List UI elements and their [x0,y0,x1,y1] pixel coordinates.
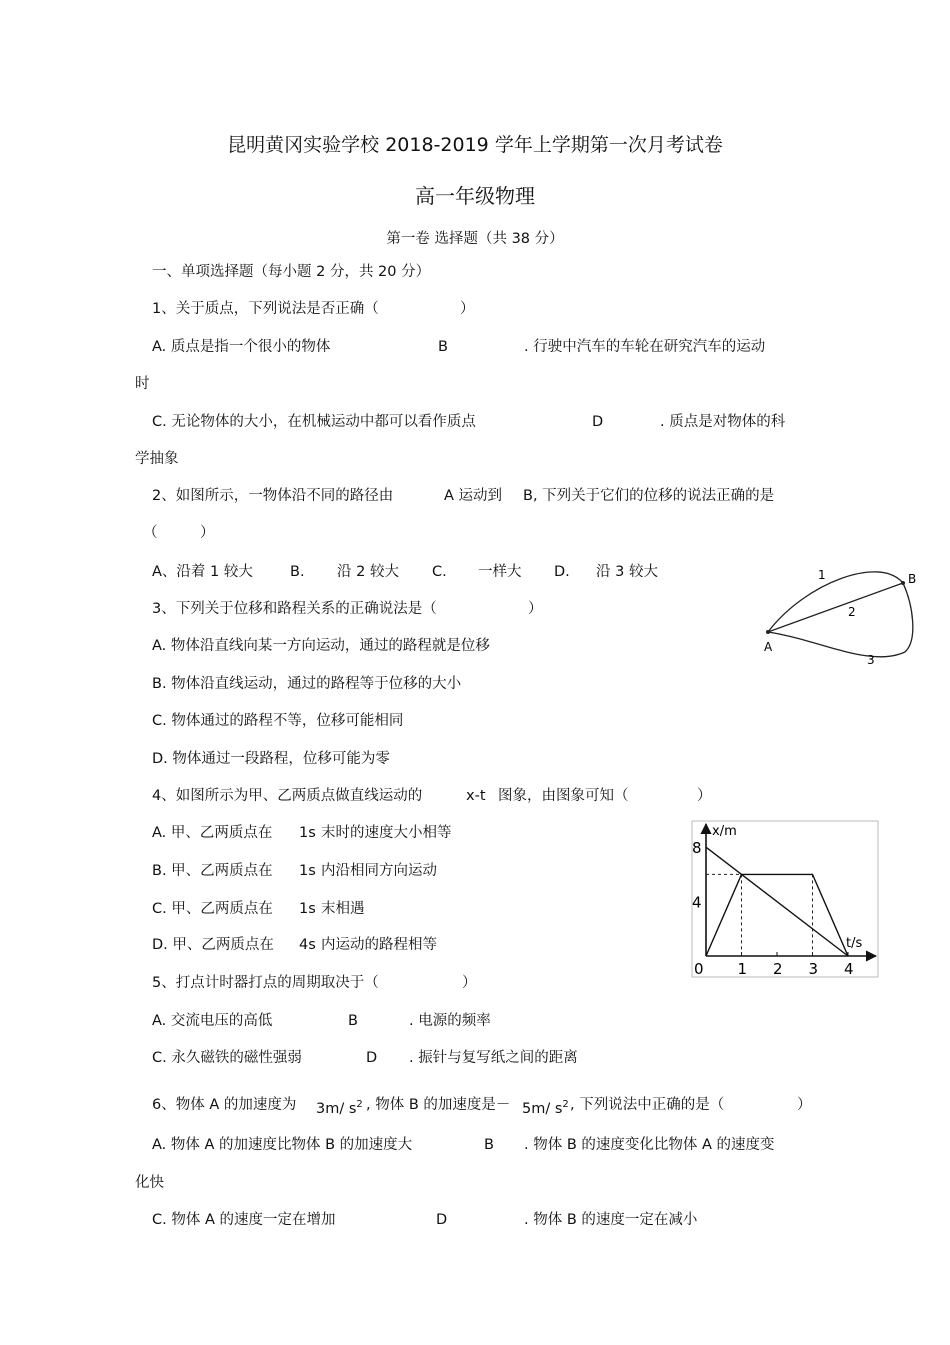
q4-close-paren: ） [697,788,712,804]
q2-option-c-letter: C. [432,564,447,580]
q1-option-b-letter: B [438,339,448,355]
q2-option-c: 一样大 [478,564,522,580]
q1-option-a: A. 质点是指一个很小的物体 [152,339,331,355]
q4-option-d-pre: D. 甲、乙两质点在 [152,937,274,953]
q6-accel-b: 5m/ $s^2$ [522,1099,569,1117]
q1-stem: 1、关于质点，下列说法是否正确（ [152,301,379,317]
q2-option-d-letter: D. [554,564,570,580]
series-line-1 [706,874,848,956]
q4-stem-part1: 4、如图所示为甲、乙两质点做直线运动的 [152,788,423,804]
x-tick-label: 1 [737,960,748,978]
q4-option-d-post: 内运动的路程相等 [321,937,437,953]
q5-option-b-letter: B [348,1013,358,1029]
q1-option-c: C. 无论物体的大小，在机械运动中都可以看作质点 [152,414,476,430]
part-heading: 一、单项选择题（每小题 2 分，共 20 分） [152,264,431,280]
q6-accel-a: 3m/ $s^2$ [316,1099,363,1117]
q4-option-b-pre: B. 甲、乙两质点在 [152,863,273,879]
q6-option-b-letter: B [484,1137,494,1153]
q2-stem-part3: B, 下列关于它们的位移的说法正确的是 [523,488,775,504]
path-2-label: 2 [848,605,856,619]
q4-option-d-time: 4s [299,937,316,953]
q6-option-d: . 物体 B 的速度一定在减小 [524,1212,698,1228]
q2-open-paren: （ [143,525,158,541]
q2-option-a: A、沿着 1 较大 [152,564,253,580]
path-3-label: 3 [867,653,875,667]
q2-close-paren: ） [200,525,215,541]
q6-stem-part1: 6、物体 A 的加速度为 [152,1097,297,1113]
q4-option-b-time: 1s [299,863,316,879]
q2-stem-part1: 2、如图所示，一物体沿不同的路径由 [152,488,394,504]
q3-option-b: B. 物体沿直线运动，通过的路程等于位移的大小 [152,676,462,692]
section-heading: 第一卷 选择题（共 38 分） [386,231,564,247]
q6-option-a: A. 物体 A 的加速度比物体 B 的加速度大 [152,1137,413,1153]
q5-option-d-letter: D [366,1050,378,1066]
point-b-dot [901,581,905,585]
exam-subtitle: 高一年级物理 [415,184,535,208]
q4-option-a-time: 1s [299,825,316,841]
q4-option-b-post: 内沿相同方向运动 [321,863,437,879]
q5-option-d: . 振针与复写纸之间的距离 [409,1050,578,1066]
q3-option-c: C. 物体通过的路程不等，位移可能相同 [152,713,404,729]
xt-graph [690,818,882,980]
q2-option-b-letter: B. [290,564,305,580]
q6-option-b-continued: 化快 [135,1175,164,1191]
q5-option-c: C. 永久磁铁的磁性强弱 [152,1050,302,1066]
q4-option-a-post: 末时的速度大小相等 [321,825,452,841]
x-tick-label: 0 [694,960,704,978]
q6-option-b: . 物体 B 的速度变化比物体 A 的速度变 [524,1137,775,1153]
q4-xt: x-t [466,788,486,804]
y-tick-label: 8 [692,839,702,858]
series-line-2 [706,847,848,956]
point-b-label: B [908,572,917,586]
y-axis-label: x/m [712,824,737,839]
x-axis-label: t/s [846,936,863,951]
x-tick-label: 2 [773,960,783,978]
q5-stem: 5、打点计时器打点的周期取决于（ [152,975,379,991]
q1-option-b-continued: 时 [135,376,150,392]
q6-stem-part3: , 下列说法中正确的是（ [570,1097,725,1113]
path-1-curve [768,572,903,632]
q2-stem-part2: A 运动到 [444,488,503,504]
x-tick-label: 3 [808,960,819,978]
point-a-dot [766,630,770,634]
q4-option-c-post: 末相遇 [321,901,365,917]
path-2-line [768,583,903,632]
q4-option-c-pre: C. 甲、乙两质点在 [152,901,273,917]
q5-option-b: . 电源的频率 [409,1013,491,1029]
y-tick-label: 4 [692,893,702,912]
exam-title: 昆明黄冈实验学校 2018-2019 学年上学期第一次月考试卷 [227,134,723,156]
q1-close-paren: ） [460,301,475,317]
q3-stem: 3、下列关于位移和路程关系的正确说法是（ [152,601,437,617]
q1-option-b: . 行驶中汽车的车轮在研究汽车的运动 [524,339,766,355]
q6-option-c: C. 物体 A 的速度一定在增加 [152,1212,336,1228]
q6-option-d-letter: D [436,1212,448,1228]
x-tick-label: 4 [844,960,854,978]
q4-option-c-time: 1s [299,901,316,917]
q4-option-a-pre: A. 甲、乙两质点在 [152,825,273,841]
q1-option-d-letter: D [592,414,604,430]
q2-option-b: 沿 2 较大 [337,564,399,580]
q1-option-d: . 质点是对物体的科 [660,414,786,430]
q3-close-paren: ） [528,601,543,617]
paths-figure [755,560,935,675]
q6-stem-part2: , 物体 B 的加速度是－ [366,1097,511,1113]
path-3-curve [768,583,913,657]
graph-frame [692,821,878,977]
point-a-label: A [764,640,773,654]
q5-close-paren: ） [462,975,477,991]
q5-option-a: A. 交流电压的高低 [152,1013,273,1029]
q4-stem-part2: 图象，由图象可知（ [498,788,629,804]
path-1-label: 1 [818,568,826,582]
q3-option-d: D. 物体通过一段路程，位移可能为零 [152,751,390,767]
q3-option-a: A. 物体沿直线向某一方向运动，通过的路程就是位移 [152,638,490,654]
q1-option-d-continued: 学抽象 [135,451,179,467]
q6-close-paren: ） [797,1097,812,1113]
q2-option-d: 沿 3 较大 [596,564,658,580]
